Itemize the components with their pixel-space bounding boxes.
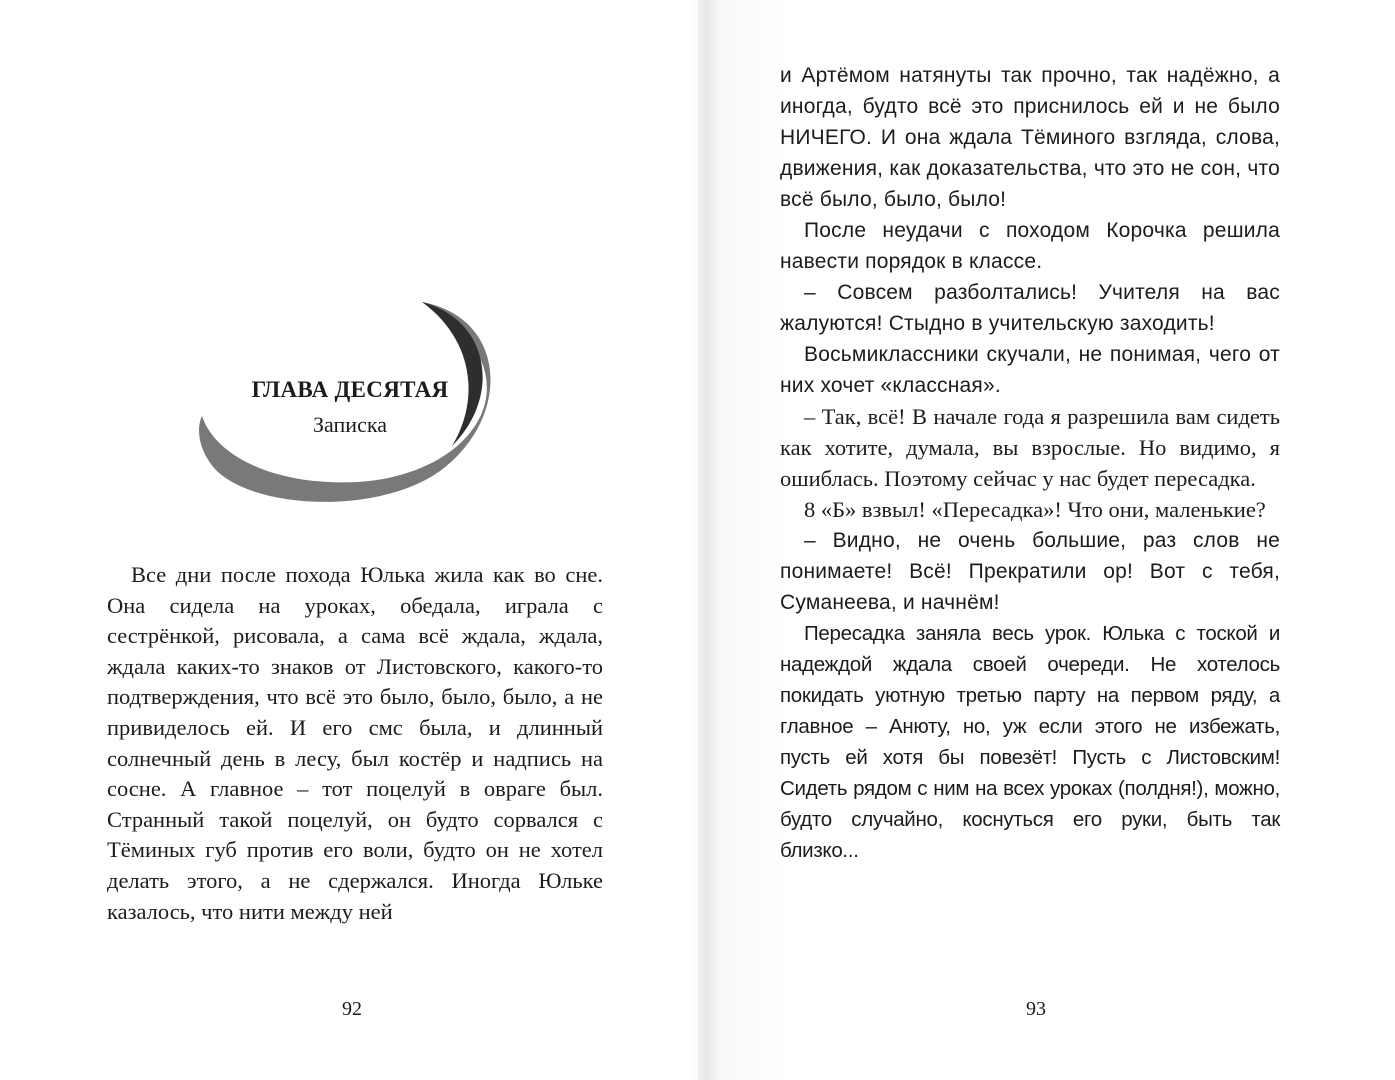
paragraph: 8 «Б» взвыл! «Пересадка»! Что они, маленькие? [804, 497, 1266, 522]
paragraph: – Совсем разболтались! Учителя на вас жалуются! Стыдно в учительскую заходить! [780, 281, 1280, 335]
chapter-title: ГЛАВА ДЕСЯТАЯ [251, 377, 449, 402]
book-gutter [690, 0, 720, 1080]
chapter-heading [195, 372, 505, 442]
paragraph: Восьмиклассники скучали, не понимая, чего от них хочет «классная». [780, 343, 1280, 397]
left-body-text [107, 560, 603, 927]
paragraph: Все дни после похода Юлька жила как во сне. Она сидела на уроках, обедала, играла с сестрёнкой, рисовала, а сама всё ждала, ждала, ждала каких-то знаков от Листовского, какого-то подтверждения, что всё это было, было, было, а не привиделось ей. И его смс была, и длинный солнечный день в лесу, был костёр и надпись на сосне. А главное – тот поцелуй в овраге был. Странный такой поцелуй, он будто сорвался с Тёминых губ против его воли, будто он не хотел делать этого, а не сдержался. Иногда Юльке казалось, что нити между ней [107, 562, 603, 924]
paragraph: – Видно, не очень большие, раз слов не понимаете! Всё! Прекратили ор! Вот с тебя, Суманеева, и начнём! [780, 529, 1280, 614]
paragraph: и Артёмом натянуты так прочно, так надёжно, а иногда, будто всё это приснилось ей и не было НИЧЕГО. И она ждала Тёминого взгляда, слова, движения, как доказательства, что это не сон, что всё было, было, было! [780, 64, 1280, 211]
paragraph: После неудачи с походом Корочка решила навести порядок в классе. [780, 219, 1280, 273]
page-number-left: 92 [342, 998, 362, 1020]
paragraph: – Так, всё! В начале года я разрешила вам сидеть как хотите, думала, вы взрослые. Но видимо, я ошиблась. Поэтому сейчас у нас будет пересадка. [780, 404, 1280, 491]
right-body-text [780, 60, 1280, 866]
chapter-subtitle: Записка [313, 412, 387, 437]
page-number-right: 93 [1026, 998, 1046, 1020]
paragraph: Пересадка заняла весь урок. Юлька с тоской и надеждой ждала своей очереди. Не хотелось покидать уютную третью парту на первом ряду, а главное – Анюту, но, уж если этого не избежать, пусть ей хотя бы повезёт! Пусть с Листовским! Сидеть рядом с ним на всех уроках (полдня!), можно, будто случайно, коснуться его руки, быть так близко... [780, 622, 1280, 862]
